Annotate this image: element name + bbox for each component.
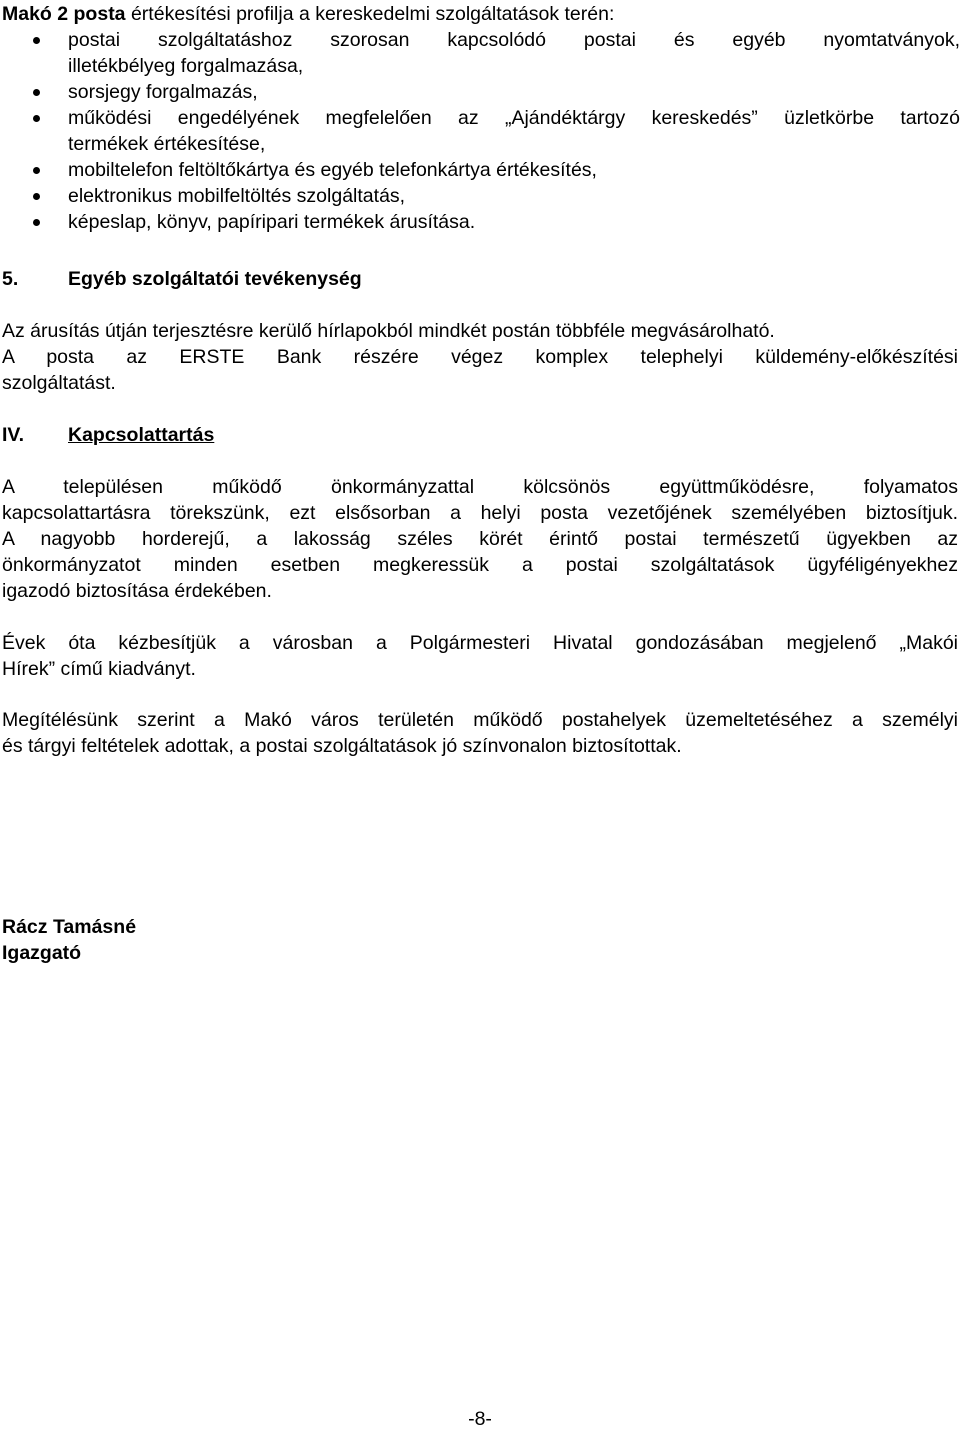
list-item-line: sorsjegy forgalmazás, <box>68 81 258 103</box>
list-item-line: mobiltelefon feltöltőkártya és egyéb telefonkártya értékesítés, <box>68 159 597 181</box>
bullet-icon <box>33 89 40 96</box>
section-iv-title: Kapcsolattartás <box>68 424 215 446</box>
bullet-icon <box>33 167 40 174</box>
list-item-line: képeslap, könyv, papíripari termékek árusítása. <box>68 211 476 233</box>
paragraph-line: igazodó biztosítása érdekében. <box>2 580 272 602</box>
bullet-icon <box>33 193 40 200</box>
list-item-line: működési engedélyének megfelelően az „Ajándéktárgy kereskedés” üzletkörbe tartozó <box>68 107 960 129</box>
section-5-number: 5. <box>2 268 19 290</box>
summary-paragraph <box>2 707 958 759</box>
section-5-title: Egyéb szolgáltatói tevékenység <box>68 268 362 290</box>
list-item <box>0 27 960 79</box>
services-list <box>0 27 960 235</box>
list-item-line: illetékbélyeg forgalmazása, <box>68 55 304 77</box>
paragraph-line: Évek óta kézbesítjük a városban a Polgármesteri Hivatal gondozásában megjelenő „Makói <box>2 632 958 654</box>
list-item-line: termékek értékesítése, <box>68 133 266 155</box>
paragraph-line: Az árusítás útján terjesztésre kerülő hírlapokból mindkét postán többféle megvásárolható. <box>2 320 775 342</box>
intro-bold-subject: Makó 2 posta <box>2 3 126 25</box>
signature-role: Igazgató <box>2 942 82 964</box>
list-item <box>0 183 960 209</box>
paragraph-line: és tárgyi feltételek adottak, a postai szolgáltatások jó színvonalon biztosítottak. <box>2 735 682 757</box>
bullet-icon <box>33 115 40 122</box>
paragraph-line: Megítélésünk szerint a Makó város területén működő postahelyek üzemeltetéséhez a személyi <box>2 709 958 731</box>
paragraph-line: szolgáltatást. <box>2 372 116 394</box>
section-iv-heading <box>2 422 214 448</box>
paragraph-line: A posta az ERSTE Bank részére végez komplex telephelyi küldemény-előkészítési <box>2 346 958 368</box>
bullet-icon <box>33 219 40 226</box>
section-iv-number: IV. <box>2 424 25 446</box>
paragraph-line: A nagyobb horderejű, a lakosság széles körét érintő postai természetű ügyekben az <box>2 528 958 550</box>
paragraph-line: A településen működő önkormányzattal kölcsönös együttműködésre, folyamatos <box>2 476 958 498</box>
section-5-heading <box>2 266 362 292</box>
intro-line <box>2 1 958 27</box>
contact-paragraph <box>2 474 958 604</box>
paragraph-line: önkormányzatot minden esetben megkeressük a postai szolgáltatások ügyféligényekhez <box>2 554 958 576</box>
paragraph-line: Hírek” című kiadványt. <box>2 658 196 680</box>
list-item <box>0 209 960 235</box>
list-item-line: elektronikus mobilfeltöltés szolgáltatás, <box>68 185 406 207</box>
section-5-paragraph <box>2 318 958 396</box>
page-number: -8- <box>468 1408 492 1430</box>
signature-name: Rácz Tamásné <box>2 916 137 938</box>
intro-text: értékesítési profilja a kereskedelmi szolgáltatások terén: <box>125 3 615 25</box>
list-item <box>0 157 960 183</box>
news-paragraph <box>2 630 958 682</box>
list-item-line: postai szolgáltatáshoz szorosan kapcsolódó postai és egyéb nyomtatványok, <box>68 29 960 51</box>
signature-block <box>2 914 136 966</box>
list-item <box>0 105 960 157</box>
list-item <box>0 79 960 105</box>
paragraph-line: kapcsolattartásra törekszünk, ezt elsősorban a helyi posta vezetőjének személyében biztosítjuk. <box>2 502 958 524</box>
bullet-icon <box>33 37 40 44</box>
